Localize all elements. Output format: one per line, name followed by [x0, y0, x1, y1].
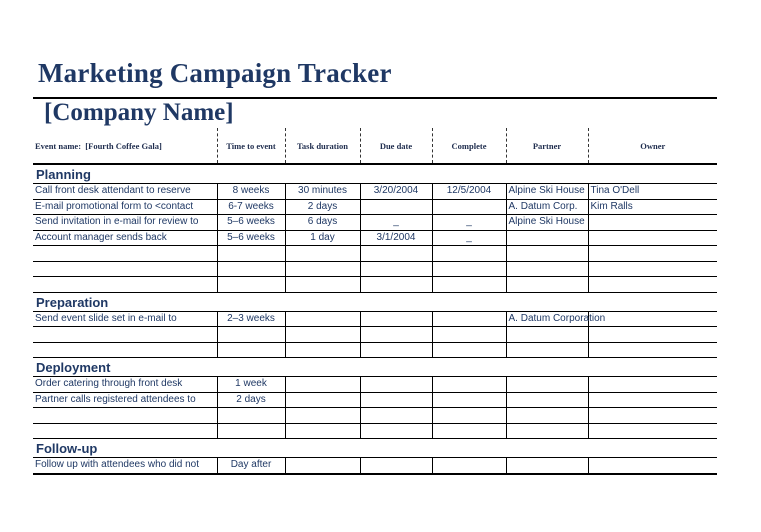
cell-owner[interactable]: [588, 277, 717, 293]
event-name-header[interactable]: [33, 128, 217, 164]
section-title: Planning: [33, 164, 717, 184]
cell-task-duration[interactable]: [285, 377, 360, 393]
cell-task-duration[interactable]: 2 days: [285, 199, 360, 215]
cell-task[interactable]: [33, 277, 217, 293]
cell-due-date[interactable]: [360, 458, 432, 474]
column-header-time-to-event: Time to event: [217, 128, 285, 164]
cell-complete[interactable]: [432, 277, 506, 293]
cell-owner[interactable]: [588, 342, 717, 358]
cell-complete[interactable]: [432, 408, 506, 424]
table-row: [33, 327, 717, 343]
cell-due-date[interactable]: [360, 327, 432, 343]
cell-time-to-event[interactable]: 5–6 weeks: [217, 230, 285, 246]
cell-complete[interactable]: [432, 377, 506, 393]
cell-owner[interactable]: [588, 230, 717, 246]
cell-time-to-event[interactable]: 5–6 weeks: [217, 215, 285, 231]
cell-time-to-event[interactable]: Day after: [217, 458, 285, 474]
table-row: [33, 199, 717, 215]
cell-time-to-event[interactable]: [217, 408, 285, 424]
cell-owner[interactable]: [588, 311, 717, 327]
cell-time-to-event[interactable]: [217, 277, 285, 293]
table-row: [33, 408, 717, 424]
cell-task-duration[interactable]: [285, 458, 360, 474]
cell-task[interactable]: [33, 408, 217, 424]
cell-complete[interactable]: _: [432, 215, 506, 231]
cell-task-duration[interactable]: [285, 423, 360, 439]
cell-task-duration[interactable]: [285, 277, 360, 293]
cell-partner[interactable]: Alpine Ski House: [506, 184, 588, 200]
table-row: [33, 311, 717, 327]
cell-task-duration[interactable]: [285, 246, 360, 262]
cell-partner[interactable]: [506, 261, 588, 277]
cell-owner[interactable]: [588, 215, 717, 231]
cell-partner[interactable]: [506, 458, 588, 474]
cell-due-date[interactable]: [360, 246, 432, 262]
section-title: Deployment: [33, 358, 717, 377]
table-row: [33, 215, 717, 231]
cell-task[interactable]: [33, 342, 217, 358]
cell-owner[interactable]: [588, 392, 717, 408]
section-header-preparation: [33, 292, 717, 311]
table-row: [33, 277, 717, 293]
cell-due-date[interactable]: 3/1/2004: [360, 230, 432, 246]
cell-partner[interactable]: [506, 246, 588, 262]
cell-complete[interactable]: [432, 458, 506, 474]
cell-partner[interactable]: A. Datum Corp.: [506, 199, 588, 215]
table-row: [33, 392, 717, 408]
column-header-task-duration: Task duration: [285, 128, 360, 164]
cell-due-date[interactable]: [360, 277, 432, 293]
cell-task[interactable]: Follow up with attendees who did not: [33, 458, 217, 474]
cell-complete[interactable]: [432, 246, 506, 262]
cell-owner[interactable]: Kim Ralls: [588, 199, 717, 215]
cell-due-date[interactable]: [360, 392, 432, 408]
cell-task[interactable]: Account manager sends back: [33, 230, 217, 246]
cell-time-to-event[interactable]: 1 week: [217, 377, 285, 393]
tracker-body: [33, 164, 717, 474]
cell-time-to-event[interactable]: 2 days: [217, 392, 285, 408]
cell-owner[interactable]: [588, 458, 717, 474]
cell-complete[interactable]: [432, 342, 506, 358]
cell-task-duration[interactable]: 1 day: [285, 230, 360, 246]
company-name[interactable]: [Company Name]: [44, 99, 234, 126]
page-title: Marketing Campaign Tracker: [38, 58, 392, 88]
cell-partner[interactable]: [506, 423, 588, 439]
cell-due-date[interactable]: [360, 342, 432, 358]
cell-due-date[interactable]: [360, 377, 432, 393]
table-row: [33, 423, 717, 439]
cell-task-duration[interactable]: 6 days: [285, 215, 360, 231]
cell-time-to-event[interactable]: [217, 423, 285, 439]
cell-task[interactable]: [33, 423, 217, 439]
column-header-complete: Complete: [432, 128, 506, 164]
cell-partner[interactable]: [506, 408, 588, 424]
cell-task[interactable]: Send event slide set in e-mail to: [33, 311, 217, 327]
cell-task-duration[interactable]: [285, 392, 360, 408]
cell-time-to-event[interactable]: [217, 246, 285, 262]
cell-due-date[interactable]: [360, 423, 432, 439]
cell-task-duration[interactable]: [285, 311, 360, 327]
cell-task[interactable]: [33, 261, 217, 277]
cell-time-to-event[interactable]: [217, 342, 285, 358]
cell-partner[interactable]: [506, 377, 588, 393]
cell-owner[interactable]: [588, 423, 717, 439]
table-row: [33, 246, 717, 262]
cell-time-to-event[interactable]: 8 weeks: [217, 184, 285, 200]
cell-partner[interactable]: A. Datum Corporation: [506, 311, 588, 327]
cell-complete[interactable]: _: [432, 230, 506, 246]
table-row: [33, 184, 717, 200]
cell-partner[interactable]: [506, 230, 588, 246]
table-row: [33, 230, 717, 246]
cell-task[interactable]: Order catering through front desk: [33, 377, 217, 393]
cell-partner[interactable]: [506, 327, 588, 343]
cell-owner[interactable]: [588, 246, 717, 262]
cell-complete[interactable]: [432, 423, 506, 439]
section-header-follow-up: [33, 439, 717, 458]
section-header-deployment: [33, 358, 717, 377]
table-row: [33, 342, 717, 358]
cell-complete[interactable]: [432, 392, 506, 408]
table-row: [33, 377, 717, 393]
cell-task-duration[interactable]: [285, 327, 360, 343]
section-header-planning: [33, 164, 717, 184]
cell-task-duration[interactable]: 30 minutes: [285, 184, 360, 200]
cell-task[interactable]: [33, 246, 217, 262]
cell-time-to-event[interactable]: [217, 327, 285, 343]
table-row: [33, 458, 717, 474]
event-name-label: Event name:: [35, 140, 82, 151]
cell-due-date[interactable]: [360, 311, 432, 327]
cell-time-to-event[interactable]: [217, 261, 285, 277]
cell-task-duration[interactable]: [285, 261, 360, 277]
cell-complete[interactable]: 12/5/2004: [432, 184, 506, 200]
cell-due-date[interactable]: [360, 408, 432, 424]
cell-partner[interactable]: [506, 277, 588, 293]
cell-complete[interactable]: [432, 311, 506, 327]
cell-due-date[interactable]: [360, 199, 432, 215]
cell-owner[interactable]: [588, 327, 717, 343]
cell-time-to-event[interactable]: 2–3 weeks: [217, 311, 285, 327]
cell-partner[interactable]: [506, 392, 588, 408]
cell-complete[interactable]: [432, 261, 506, 277]
campaign-tracker-table: [33, 128, 717, 475]
cell-task[interactable]: Send invitation in e-mail for review to: [33, 215, 217, 231]
cell-owner[interactable]: [588, 408, 717, 424]
cell-task[interactable]: E-mail promotional form to <contact: [33, 199, 217, 215]
cell-owner[interactable]: [588, 261, 717, 277]
cell-partner[interactable]: [506, 342, 588, 358]
cell-due-date[interactable]: 3/20/2004: [360, 184, 432, 200]
cell-due-date[interactable]: _: [360, 215, 432, 231]
cell-partner[interactable]: Alpine Ski House: [506, 215, 588, 231]
cell-owner[interactable]: [588, 377, 717, 393]
cell-complete[interactable]: [432, 327, 506, 343]
column-header-partner: Partner: [506, 128, 588, 164]
cell-due-date[interactable]: [360, 261, 432, 277]
cell-task[interactable]: [33, 327, 217, 343]
cell-task[interactable]: Call front desk attendant to reserve: [33, 184, 217, 200]
cell-task[interactable]: Partner calls registered attendees to: [33, 392, 217, 408]
section-title: Preparation: [33, 292, 717, 311]
cell-time-to-event[interactable]: 6-7 weeks: [217, 199, 285, 215]
section-title: Follow-up: [33, 439, 717, 458]
header-row: [33, 128, 717, 164]
column-header-due-date: Due date: [360, 128, 432, 164]
event-name-value[interactable]: [Fourth Coffee Gala]: [85, 140, 162, 151]
table-row: [33, 261, 717, 277]
cell-complete[interactable]: [432, 199, 506, 215]
cell-task-duration[interactable]: [285, 408, 360, 424]
cell-task-duration[interactable]: [285, 342, 360, 358]
column-header-owner: Owner: [588, 128, 717, 164]
cell-owner[interactable]: Tina O'Dell: [588, 184, 717, 200]
